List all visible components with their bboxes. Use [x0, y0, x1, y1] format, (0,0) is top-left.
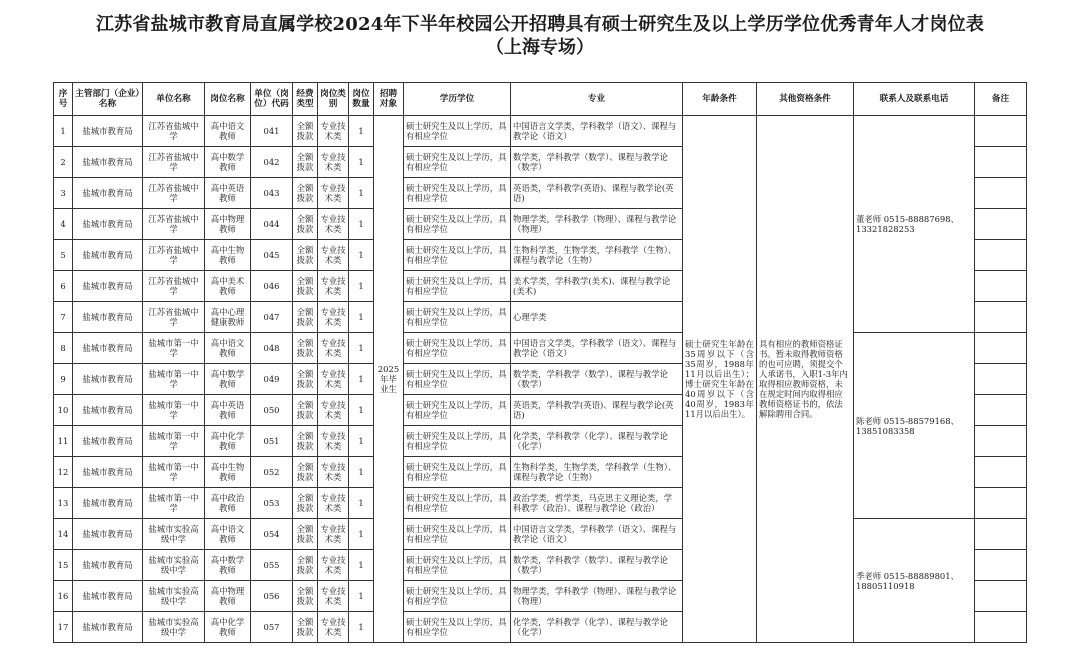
cell-major: 心理学类	[511, 302, 683, 333]
cell-qty: 1	[349, 426, 374, 457]
cell-cat: 专业技术类	[318, 240, 349, 271]
header-major: 专业	[511, 83, 683, 116]
cell-cat: 专业技术类	[318, 147, 349, 178]
cell-cat: 专业技术类	[318, 519, 349, 550]
header-remark: 备注	[975, 83, 1027, 116]
header-cat: 岗位类别	[318, 83, 349, 116]
cell-major: 英语类，学科教学(英语)、课程与教学论(英语)	[511, 395, 683, 426]
cell-dept: 盐城市教育局	[73, 271, 143, 302]
cell-unit: 江苏省盐城中学	[143, 116, 205, 147]
cell-qty: 1	[349, 302, 374, 333]
cell-fund: 全额拨款	[293, 519, 318, 550]
cell-dept: 盐城市教育局	[73, 519, 143, 550]
cell-qty: 1	[349, 116, 374, 147]
cell-code: 056	[251, 581, 293, 612]
page-title: 江苏省盐城市教育局直属学校2024年下半年校园公开招聘具有硕士研究生及以上学历学位优秀青年人才岗位表	[95, 14, 985, 35]
header-qty: 岗位数量	[349, 83, 374, 116]
cell-code: 048	[251, 333, 293, 364]
cell-unit: 盐城市实验高级中学	[143, 519, 205, 550]
header-qual: 其他资格条件	[757, 83, 854, 116]
cell-post: 高中语文教师	[205, 333, 251, 364]
cell-edu: 硕士研究生及以上学历，具有相应学位	[404, 364, 511, 395]
cell-contact: 陈老师 0515-88579168、13851083358	[854, 333, 975, 519]
table-body	[54, 116, 1027, 643]
cell-fund: 全额拨款	[293, 364, 318, 395]
cell-edu: 硕士研究生及以上学历，具有相应学位	[404, 581, 511, 612]
cell-remark	[975, 271, 1027, 302]
cell-code: 041	[251, 116, 293, 147]
header-code: 单位（岗位）代码	[251, 83, 293, 116]
cell-major: 数学类，学科教学（数学）、课程与教学论（数学）	[511, 364, 683, 395]
cell-code: 052	[251, 457, 293, 488]
cell-cat: 专业技术类	[318, 333, 349, 364]
cell-code: 053	[251, 488, 293, 519]
cell-edu: 硕士研究生及以上学历，具有相应学位	[404, 488, 511, 519]
cell-dept: 盐城市教育局	[73, 395, 143, 426]
cell-edu: 硕士研究生及以上学历，具有相应学位	[404, 333, 511, 364]
cell-post: 高中生物教师	[205, 457, 251, 488]
cell-fund: 全额拨款	[293, 333, 318, 364]
cell-no: 15	[54, 550, 73, 581]
cell-cat: 专业技术类	[318, 209, 349, 240]
cell-fund: 全额拨款	[293, 271, 318, 302]
cell-remark	[975, 488, 1027, 519]
cell-cat: 专业技术类	[318, 116, 349, 147]
header-post: 岗位名称	[205, 83, 251, 116]
cell-post: 高中物理教师	[205, 209, 251, 240]
cell-qty: 1	[349, 364, 374, 395]
cell-age: 硕士研究生年龄在35周岁以下（含35周岁，1988年11月以后出生）；博士研究生年龄在40周岁以下（含40周岁，1983年11月以后出生）。	[683, 116, 757, 643]
cell-edu: 硕士研究生及以上学历，具有相应学位	[404, 612, 511, 643]
cell-remark	[975, 581, 1027, 612]
cell-code: 046	[251, 271, 293, 302]
cell-code: 055	[251, 550, 293, 581]
cell-major: 数学类，学科教学（数学）、课程与教学论（数学）	[511, 147, 683, 178]
cell-fund: 全额拨款	[293, 550, 318, 581]
cell-dept: 盐城市教育局	[73, 209, 143, 240]
header-edu: 学历学位	[404, 83, 511, 116]
cell-code: 051	[251, 426, 293, 457]
cell-remark	[975, 519, 1027, 550]
cell-edu: 硕士研究生及以上学历，具有相应学位	[404, 240, 511, 271]
cell-cat: 专业技术类	[318, 457, 349, 488]
cell-remark	[975, 457, 1027, 488]
cell-no: 14	[54, 519, 73, 550]
cell-qty: 1	[349, 178, 374, 209]
cell-no: 10	[54, 395, 73, 426]
cell-dept: 盐城市教育局	[73, 612, 143, 643]
cell-unit: 盐城市第一中学	[143, 395, 205, 426]
cell-code: 057	[251, 612, 293, 643]
cell-post: 高中英语教师	[205, 178, 251, 209]
cell-fund: 全额拨款	[293, 147, 318, 178]
cell-edu: 硕士研究生及以上学历，具有相应学位	[404, 209, 511, 240]
cell-unit: 盐城市第一中学	[143, 488, 205, 519]
cell-edu: 硕士研究生及以上学历，具有相应学位	[404, 550, 511, 581]
cell-post: 高中英语教师	[205, 395, 251, 426]
cell-post: 高中数学教师	[205, 550, 251, 581]
cell-fund: 全额拨款	[293, 209, 318, 240]
cell-unit: 盐城市第一中学	[143, 426, 205, 457]
cell-qty: 1	[349, 519, 374, 550]
table-row	[54, 333, 1027, 364]
header-unit: 单位名称	[143, 83, 205, 116]
header-contact: 联系人及联系电话	[854, 83, 975, 116]
cell-code: 050	[251, 395, 293, 426]
cell-no: 13	[54, 488, 73, 519]
cell-code: 047	[251, 302, 293, 333]
cell-target: 2025年毕业生	[374, 116, 404, 643]
cell-major: 英语类，学科教学(英语)、课程与教学论(英语)	[511, 178, 683, 209]
cell-cat: 专业技术类	[318, 302, 349, 333]
cell-qty: 1	[349, 147, 374, 178]
header-age: 年龄条件	[683, 83, 757, 116]
cell-cat: 专业技术类	[318, 550, 349, 581]
cell-no: 1	[54, 116, 73, 147]
cell-major: 化学类，学科教学（化学）、课程与教学论（化学）	[511, 612, 683, 643]
cell-no: 12	[54, 457, 73, 488]
cell-post: 高中数学教师	[205, 147, 251, 178]
cell-qty: 1	[349, 333, 374, 364]
cell-dept: 盐城市教育局	[73, 550, 143, 581]
cell-remark	[975, 240, 1027, 271]
cell-code: 043	[251, 178, 293, 209]
cell-post: 高中生物教师	[205, 240, 251, 271]
cell-edu: 硕士研究生及以上学历，具有相应学位	[404, 426, 511, 457]
cell-unit: 盐城市第一中学	[143, 333, 205, 364]
cell-qty: 1	[349, 209, 374, 240]
cell-dept: 盐城市教育局	[73, 147, 143, 178]
cell-remark	[975, 364, 1027, 395]
page-subtitle: （上海专场）	[486, 37, 594, 58]
cell-unit: 盐城市实验高级中学	[143, 612, 205, 643]
cell-edu: 硕士研究生及以上学历，具有相应学位	[404, 147, 511, 178]
cell-major: 数学类，学科教学（数学）、课程与教学论（数学）	[511, 550, 683, 581]
table-row	[54, 519, 1027, 550]
header-fund: 经费类型	[293, 83, 318, 116]
cell-dept: 盐城市教育局	[73, 457, 143, 488]
cell-major: 生物科学类，生物学类，学科教学（生物）、课程与教学论（生物）	[511, 457, 683, 488]
cell-remark	[975, 395, 1027, 426]
cell-fund: 全额拨款	[293, 612, 318, 643]
cell-unit: 江苏省盐城中学	[143, 302, 205, 333]
cell-edu: 硕士研究生及以上学历，具有相应学位	[404, 302, 511, 333]
cell-post: 高中心理健康教师	[205, 302, 251, 333]
cell-edu: 硕士研究生及以上学历，具有相应学位	[404, 271, 511, 302]
header-target: 招聘对象	[374, 83, 404, 116]
cell-qty: 1	[349, 612, 374, 643]
cell-cat: 专业技术类	[318, 612, 349, 643]
cell-dept: 盐城市教育局	[73, 333, 143, 364]
cell-no: 7	[54, 302, 73, 333]
cell-dept: 盐城市教育局	[73, 240, 143, 271]
cell-edu: 硕士研究生及以上学历，具有相应学位	[404, 116, 511, 147]
cell-qty: 1	[349, 457, 374, 488]
cell-remark	[975, 209, 1027, 240]
cell-remark	[975, 147, 1027, 178]
cell-fund: 全额拨款	[293, 116, 318, 147]
cell-dept: 盐城市教育局	[73, 178, 143, 209]
cell-code: 045	[251, 240, 293, 271]
cell-unit: 盐城市实验高级中学	[143, 581, 205, 612]
cell-post: 高中化学教师	[205, 612, 251, 643]
positions-table	[53, 82, 1027, 643]
cell-major: 中国语言文学类，学科教学（语文）、课程与教学论（语文）	[511, 519, 683, 550]
cell-contact: 季老师 0515-88889801、18805110918	[854, 519, 975, 643]
cell-remark	[975, 550, 1027, 581]
cell-dept: 盐城市教育局	[73, 426, 143, 457]
cell-unit: 江苏省盐城中学	[143, 240, 205, 271]
cell-qty: 1	[349, 271, 374, 302]
cell-no: 5	[54, 240, 73, 271]
cell-dept: 盐城市教育局	[73, 488, 143, 519]
cell-code: 042	[251, 147, 293, 178]
cell-fund: 全额拨款	[293, 581, 318, 612]
cell-major: 中国语言文学类，学科教学（语文）、课程与教学论（语文）	[511, 116, 683, 147]
cell-code: 044	[251, 209, 293, 240]
header-row	[54, 83, 1027, 116]
cell-post: 高中物理教师	[205, 581, 251, 612]
cell-dept: 盐城市教育局	[73, 364, 143, 395]
cell-cat: 专业技术类	[318, 364, 349, 395]
cell-remark	[975, 116, 1027, 147]
cell-no: 4	[54, 209, 73, 240]
cell-fund: 全额拨款	[293, 240, 318, 271]
cell-edu: 硕士研究生及以上学历，具有相应学位	[404, 519, 511, 550]
cell-fund: 全额拨款	[293, 178, 318, 209]
cell-cat: 专业技术类	[318, 395, 349, 426]
cell-unit: 江苏省盐城中学	[143, 209, 205, 240]
cell-no: 6	[54, 271, 73, 302]
cell-remark	[975, 178, 1027, 209]
cell-unit: 盐城市第一中学	[143, 457, 205, 488]
cell-remark	[975, 426, 1027, 457]
cell-post: 高中政治教师	[205, 488, 251, 519]
cell-dept: 盐城市教育局	[73, 581, 143, 612]
cell-qty: 1	[349, 240, 374, 271]
cell-no: 9	[54, 364, 73, 395]
cell-edu: 硕士研究生及以上学历，具有相应学位	[404, 457, 511, 488]
cell-post: 高中化学教师	[205, 426, 251, 457]
cell-cat: 专业技术类	[318, 488, 349, 519]
cell-no: 17	[54, 612, 73, 643]
cell-qty: 1	[349, 395, 374, 426]
cell-qual: 具有相应的教师资格证书。暂未取得教师资格的也可应聘，须提交个人承诺书，入职1-3年内取得相应教师资格，未在规定时间内取得相应教师资格证书的，依法解除聘用合同。	[757, 116, 854, 643]
cell-major: 物理学类，学科教学（物理）、课程与教学论（物理）	[511, 581, 683, 612]
cell-post: 高中数学教师	[205, 364, 251, 395]
cell-unit: 盐城市第一中学	[143, 364, 205, 395]
cell-code: 054	[251, 519, 293, 550]
cell-remark	[975, 302, 1027, 333]
cell-major: 生物科学类，生物学类，学科教学（生物）、课程与教学论（生物）	[511, 240, 683, 271]
cell-major: 物理学类，学科教学（物理）、课程与教学论（物理）	[511, 209, 683, 240]
cell-unit: 江苏省盐城中学	[143, 271, 205, 302]
cell-no: 11	[54, 426, 73, 457]
cell-fund: 全额拨款	[293, 302, 318, 333]
cell-major: 美术学类，学科教学(美术)、课程与教学论(美术)	[511, 271, 683, 302]
cell-fund: 全额拨款	[293, 395, 318, 426]
cell-major: 政治学类，哲学类，马克思主义理论类，学科教学（政治）、课程与教学论（政治）	[511, 488, 683, 519]
cell-no: 3	[54, 178, 73, 209]
cell-cat: 专业技术类	[318, 581, 349, 612]
cell-major: 中国语言文学类，学科教学（语文）、课程与教学论（语文）	[511, 333, 683, 364]
cell-edu: 硕士研究生及以上学历，具有相应学位	[404, 395, 511, 426]
cell-qty: 1	[349, 488, 374, 519]
header-no: 序号	[54, 83, 73, 116]
cell-cat: 专业技术类	[318, 178, 349, 209]
cell-code: 049	[251, 364, 293, 395]
cell-fund: 全额拨款	[293, 488, 318, 519]
cell-qty: 1	[349, 581, 374, 612]
cell-unit: 江苏省盐城中学	[143, 178, 205, 209]
cell-post: 高中语文教师	[205, 116, 251, 147]
cell-qty: 1	[349, 550, 374, 581]
cell-dept: 盐城市教育局	[73, 302, 143, 333]
cell-fund: 全额拨款	[293, 426, 318, 457]
cell-major: 化学类，学科教学（化学）、课程与教学论（化学）	[511, 426, 683, 457]
cell-remark	[975, 333, 1027, 364]
table-row	[54, 116, 1027, 147]
cell-no: 8	[54, 333, 73, 364]
cell-contact: 董老师 0515-88887698、13321828253	[854, 116, 975, 333]
header-dept: 主管部门（企业）名称	[73, 83, 143, 116]
cell-post: 高中美术教师	[205, 271, 251, 302]
cell-unit: 江苏省盐城中学	[143, 147, 205, 178]
cell-edu: 硕士研究生及以上学历，具有相应学位	[404, 178, 511, 209]
cell-cat: 专业技术类	[318, 271, 349, 302]
cell-fund: 全额拨款	[293, 457, 318, 488]
cell-no: 16	[54, 581, 73, 612]
cell-post: 高中语文教师	[205, 519, 251, 550]
cell-cat: 专业技术类	[318, 426, 349, 457]
cell-no: 2	[54, 147, 73, 178]
cell-remark	[975, 612, 1027, 643]
cell-unit: 盐城市实验高级中学	[143, 550, 205, 581]
cell-dept: 盐城市教育局	[73, 116, 143, 147]
